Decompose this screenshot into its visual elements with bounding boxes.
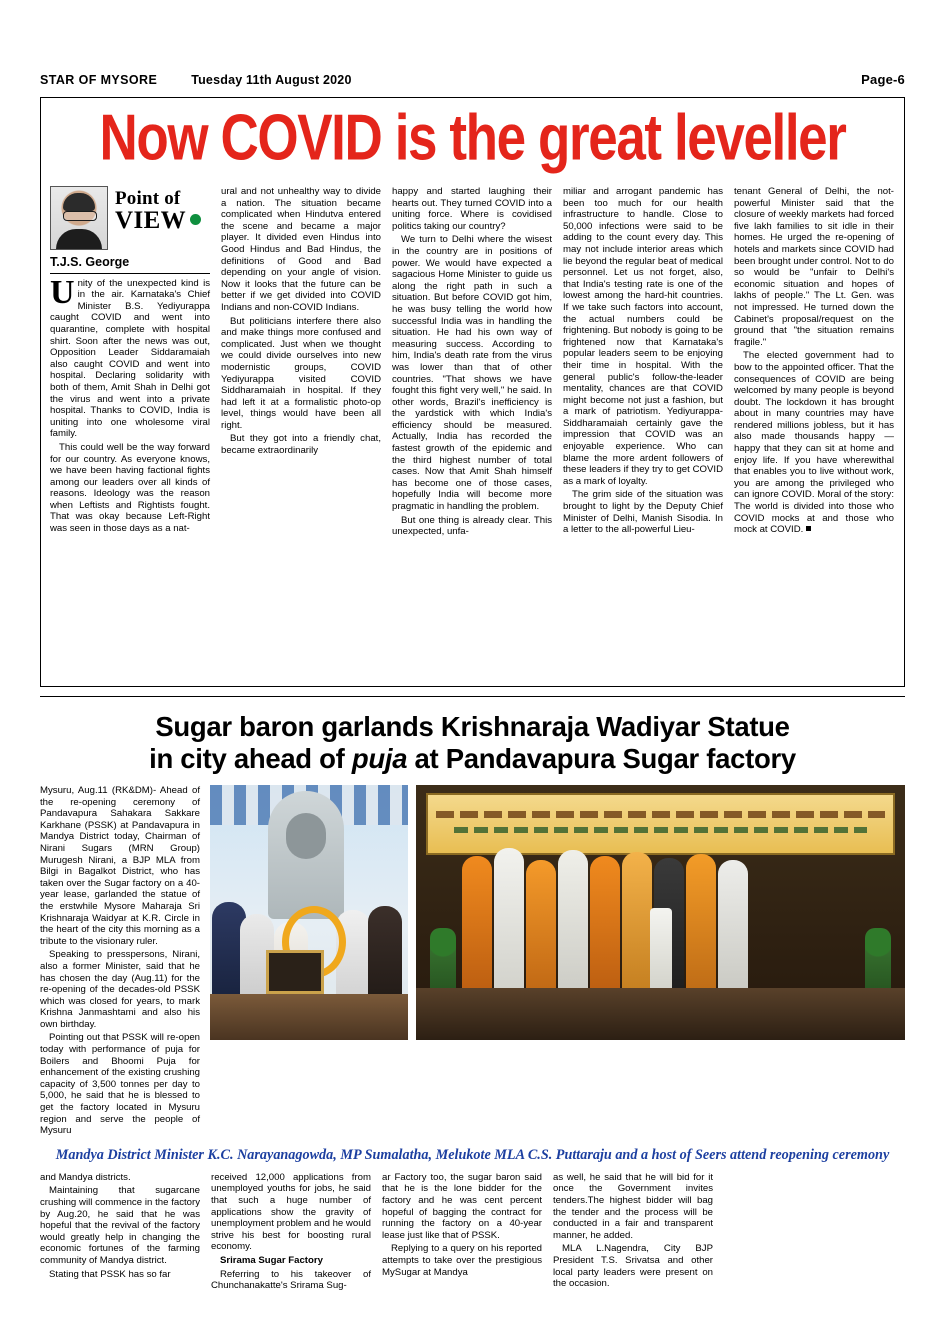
opinion-column-4 [563,186,723,540]
story-lead-column [40,785,200,1139]
opinion-column-3 [392,186,552,540]
story-bottom-columns [40,1172,905,1294]
seer-figure [622,852,652,1006]
opinion-column-2 [221,186,381,540]
banner-text-line-2 [454,827,867,833]
brand-line-1: Point of [115,188,181,209]
opinion-paragraph: tenant General of Delhi, the not-powerful Minister said that the closure of weekly markets had forced five lakh families to sit idle in their homes. He urged the re-opening of hotels and markets since COVID had been brought under control. Not to do so would be "unfair to Delhi's economic situation and hopes of lakhs of people." The Lt. Gen. was not impressed. He turned down the Cabinet's proposal/request on the ground that "the situation remains fragile." [734,186,894,348]
opinion-paragraph [734,350,894,536]
story-paragraph: Speaking to presspersons, Nirani, also a former Minister, said that he has chosen the day (Aug.11) for the re-opening of the decades-old PSSK which was closed for years, to mark Krishna Janmashtami and also his own birthday. [40,949,200,1030]
opinion-paragraph [50,273,210,440]
story-bottom-column-1 [40,1172,200,1294]
green-dot-icon [190,214,201,225]
headline-italic-word: puja [351,743,408,774]
photo-reopening-ceremony [416,785,905,1040]
seer-figure [526,860,556,1006]
page-number: Page-6 [861,72,905,87]
opinion-headline: Now COVID is the great leveller [99,102,846,175]
story-paragraph: Referring to his takeover of Chunchanakatte's Srirama Sug- [211,1268,371,1292]
seer-figure [686,854,716,1006]
story-headline-line-2 [40,743,905,775]
photo-statue-garlanding [210,785,408,1040]
story-paragraph: MLA L.Nagendra, City BJP President T.S. Srivatsa and other local party leaders were present on the occasion. [553,1243,713,1290]
stage-floor [416,988,905,1040]
seer-figure [558,850,588,1006]
opinion-article-box [40,97,905,687]
opinion-column-5 [734,186,894,540]
story-bottom-column-spacer [724,1172,884,1294]
opinion-paragraph: happy and started laughing their hearts out. They turned COVID into a uniting force. Where is covidised politics taking our country? [392,186,552,232]
brand-line-2: VIEW [115,207,187,234]
framed-portrait [266,950,324,994]
seer-figure [494,848,524,1006]
story-paragraph: ar Factory too, the sugar baron said that he is the lone bidder for the factory and he was cent percent hopeful of bagging the contract for running the factory on a 40-year lease just like that of PSSK. [382,1171,542,1241]
paper-name: STAR OF MYSORE [40,73,158,87]
issue-date: Tuesday 11th August 2020 [191,73,352,87]
opinion-column-1 [50,186,210,540]
opinion-paragraph: ural and not unhealthy way to divide a nation. The situation became complicated when Hindutva entered the scene and became a major player. It divided even Hindus into Good Hindus and Bad Hindus, the definitions of Good and Bad depending on your angle of vision. Now it looks that the future can be better if we get divided into COVID Indians and non-COVID Indians. [221,186,381,313]
photo-caption: Mandya District Minister K.C. Narayanagowda, MP Sumalatha, Melukote MLA C.S. Puttaraju and a host of Seers attend reopening ceremony [55,1146,890,1163]
story-bottom-column-3 [382,1172,542,1294]
story-paragraph: as well, he said that he will bid for it once the Government invites tenders.The highest bidder will bag the tender and the process will be conducted in a fair and transparent manner, he added. [553,1171,713,1241]
opinion-paragraph: But they got into a friendly chat, became extraordinarily [221,433,381,457]
opinion-paragraph-text: The elected government had to bow to the appointed officer. That the consequences of COVID are being welcomed by many people is beyond doubt. The lockdown it has brought about in many countries may have rendered millions jobless, but it has also made thousands happy — happy that they can sit at home and enjoy life. If you have wherewithal that enables you to live without work, you are among the privileged who can ignore COVID. Moral of the story: The world is divided into those who COVID mocks at and those who mock at COVID. [734,350,894,536]
column-brand [50,186,210,250]
headline-part-a: in city ahead of [149,743,352,774]
glasses-icon [63,211,97,221]
opinion-paragraph: But politicians interfere there also and make things more confused and complicated. Just when we thought we could divide ourselves into new modernistic groups, COVID Yediyurappa visited COVID Siddharamaiah in hospital. If they had left it at a formalistic photo-op level, things would have been all right. [221,315,381,431]
opinion-paragraph-text: nity of the unexpected kind is in the air. Karnataka's Chief Minister B.S. Yediyurappa caught COVID and went into quarantine, complete with hospital shirt. Soon after the news was out, Opposition Leader Siddaramaiah also caught COVID and went into hospital. Declaring solidarity with both of them, Amit Shah in Delhi got the virus and went into a private hospital. Thanks to COVID, India is uniting into one wholesome viral family. [50,277,210,440]
opinion-paragraph: We turn to Delhi where the wisest in the country are in positions of power. We would have expected a sagacious Home Minister to guide us along the right path in such a situation. But before COVID got him, he was busy telling the world how successful India was in handling the situation. He had his own way of measuring success. According to him, India's death rate from the virus was lower than that of other countries. "That shows we have fought this fight very well," he said. In other words, Brazil's inefficiency is the yardstick with which India's efficiency should be measured. Actually, India has recorded the fastest growth of the epidemic and the third highest number of total cases. Now that Amit Shah himself has become one of those cases, hopefully India will become more pragmatic in handling the problem. [392,234,552,513]
headline-part-b: at Pandavapura Sugar factory [407,743,796,774]
story-paragraph: Replying to a query on his reported attempts to take over the prestigious MySugar at Mandya [382,1243,542,1278]
banner-text-line-1 [436,811,885,818]
opinion-paragraph: miliar and arrogant pandemic has been too much for our health infrastructure to handle. Close to 50,000 infections were said to be adding to the count every day. This may not include interior areas which lie beyond the regular beat of medical personnel. Let us not forget, also, that India's testing rate is one of the lowest among the hard-hit countries. If we take such factors into account, the actual numbers could be frightening. But nobody is going to be frightened now that Karnataka's popular leaders seem to be enjoying their time in hospital. With the general public's follow-the-leader mentality, chances are that COVID might become not just a fashion, but a mark of patriotism. Yediyurappa-Siddharamaiah certainly gave the impression that COVID was an enjoyable experience. Who can blame the more ardent followers of these leaders if they try to get COVID as a mark of loyalty. [563,186,723,487]
story-paragraph: Stating that PSSK has so far [49,1268,171,1280]
story-photos [210,785,905,1139]
seer-figure [590,856,620,1006]
section-divider [40,696,905,697]
story-paragraph: Mysuru, Aug.11 (RK&DM)- Ahead of the re-opening ceremony of Pandavapura Sahakara Sakkare Karkhane (PSSK) at Pandavapura in Mandya District today, Chairman of Nirani Sugars (MRN Group) Murugesh Nirani, a BJP MLA from Bilgi in Bagalkot District, who has taken over the Sugar factory on a 40-year lease, garlanded the statue of the erstwhile Mysore Maharaja Sri Krishnaraja Waidyar at K.R. Circle in the heart of the city this morning as a tribute to the visionary ruler. [40,785,200,947]
opinion-columns [50,186,895,540]
story-paragraph: Maintaining that sugarcane crushing will commence in the factory by Aug.20, he said that he was hopeful that the revival of the factory would greatly help in changing the economic fortunes of the farming community of Mandya district. [40,1185,200,1266]
story-subheading: Srirama Sugar Factory [220,1254,323,1266]
masthead [40,0,905,87]
story-paragraph: Pointing out that PSSK will re-open today with performance of puja for Boilers and Bhoomi Puja for enhancement of the existing crushing capacity of 3,500 tonnes per day to 5,000, he said that he is blessed to get the factory located in Mysuru region and serve the people of Mysuru [40,1032,200,1137]
author-byline: T.J.S. George [50,257,210,274]
author-photo [50,186,108,250]
photo-ground [210,994,408,1040]
story-headline [40,711,905,775]
stage-banner [426,793,895,855]
opinion-paragraph: This could well be the way forward for our country. As everyone knows, we have been having factional fights among our leaders over all kinds of reasons. Ideology was the reason when Leftists and Rightists fought. That was okay because Left-Right was seen in those days as a nat- [50,441,210,535]
opinion-paragraph: The grim side of the situation was brought to light by the Deputy Chief Minister of Delhi, Manish Sisodia. In a letter to the all-powerful Lieu- [563,489,723,536]
seer-figure [462,856,492,1006]
story-bottom-column-4 [553,1172,713,1294]
story-bottom-column-2 [211,1172,371,1294]
ceremonial-lamp [650,908,672,1000]
story-top-block [40,785,905,1139]
opinion-paragraph: But one thing is already clear. This unexpected, unfa- [392,514,552,538]
point-of-view-logo [115,186,201,233]
story-paragraph: and Mandya districts. [40,1171,131,1183]
seer-figure [718,860,748,1006]
end-mark-icon [806,526,811,531]
drop-cap: U [50,273,75,311]
story-headline-line-1: Sugar baron garlands Krishnaraja Wadiyar Statue [155,711,790,742]
story-paragraph: received 12,000 applications from unemployed youths for jobs, he said that such a huge number of applications show the gravity of unemployment problem and he would strive his best for boosting rural economy. [211,1171,371,1253]
